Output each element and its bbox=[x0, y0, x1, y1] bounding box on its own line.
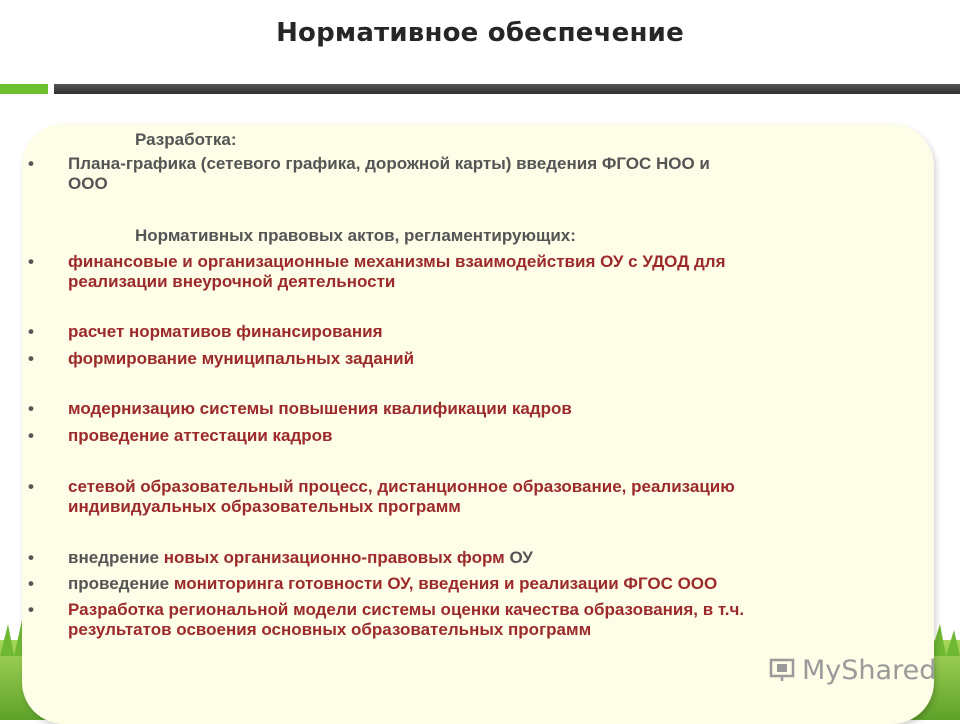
title-accent-bar-dark bbox=[54, 84, 960, 94]
bullet: • bbox=[28, 426, 34, 445]
watermark bbox=[768, 655, 936, 686]
bullet: • bbox=[28, 600, 34, 619]
bullet: • bbox=[28, 252, 34, 271]
bullet: • bbox=[28, 399, 34, 418]
page-title: Нормативное обеспечение bbox=[276, 18, 684, 48]
bullet: • bbox=[28, 548, 34, 567]
title-accent-bar-green bbox=[0, 84, 48, 94]
content-card: Разработка: • Плана-графика (сетевого графика, дорожной карты) введения ФГОС НОО и ООО Нормативных правовых актов, регламентирующих: • финансовые и организационные механизмы взаимодействия ОУ с УДОД для реализации внеурочной деятельности • расчет нормативов финансирования • формирование муниципальных заданий • модернизацию системы повышения квалификации кадров • проведение аттестации кадров • сетевой образовательный процесс, дистанционное образование, реализацию индивидуальных образовательных программ • внедрение новых организационно-правовых форм ОУ • проведение мониторинга готовности ОУ, введения и реализации ФГОС ООО • Разработка региональной модели системы оценки качества образования, в т.ч. результатов освоения основных образовательных программ bbox=[22, 124, 934, 724]
presentation-icon bbox=[768, 655, 796, 683]
bullet: • bbox=[28, 574, 34, 593]
bullet: • bbox=[28, 477, 34, 496]
bullet: • bbox=[28, 349, 34, 368]
bullet: • bbox=[28, 154, 34, 173]
watermark-text: MyShared bbox=[802, 655, 937, 686]
bullet: • bbox=[28, 322, 34, 341]
